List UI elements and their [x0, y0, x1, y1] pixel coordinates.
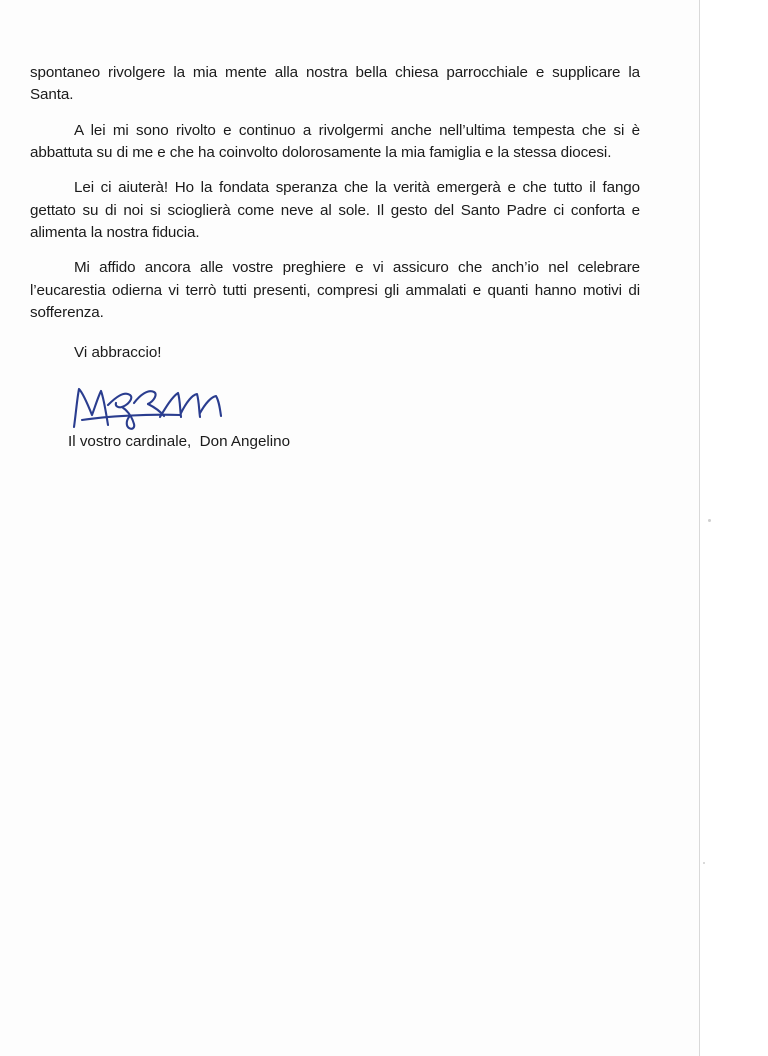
paragraph-4: Mi affido ancora alle vostre preghiere e vi assicuro che anch’io nel celebrare l’eucarestia odierna vi terrò tutti presenti, compresi gli ammalati e quanti hanno motivi di sofferenza. [30, 259, 640, 322]
letter-body [30, 62, 640, 455]
signature-printed-line: Il vostro cardinale, Don Angelino [68, 432, 291, 450]
scan-speck [703, 862, 705, 864]
scan-right-edge [699, 0, 768, 1056]
closing-salutation: Vi abbraccio! [74, 344, 162, 362]
paragraph-1: spontaneo rivolgere la mia mente alla nostra bella chiesa parrocchiale e supplicare la Santa. [30, 64, 640, 104]
signature-block [30, 383, 640, 455]
paragraph-3: Lei ci aiuterà! Ho la fondata speranza che la verità emergerà e che tutto il fango gettato su di noi si scioglierà come neve al sole. Il gesto del Santo Padre ci conforta e alimenta la nostra fiducia. [30, 179, 640, 242]
paragraph-2: A lei mi sono rivolto e continuo a rivolgermi anche nell’ultima tempesta che si è abbattuta su di me e che ha coinvolto dolorosamente la mia famiglia e la stessa diocesi. [30, 121, 640, 162]
handwritten-signature-icon [68, 383, 228, 431]
scan-speck [708, 519, 711, 522]
